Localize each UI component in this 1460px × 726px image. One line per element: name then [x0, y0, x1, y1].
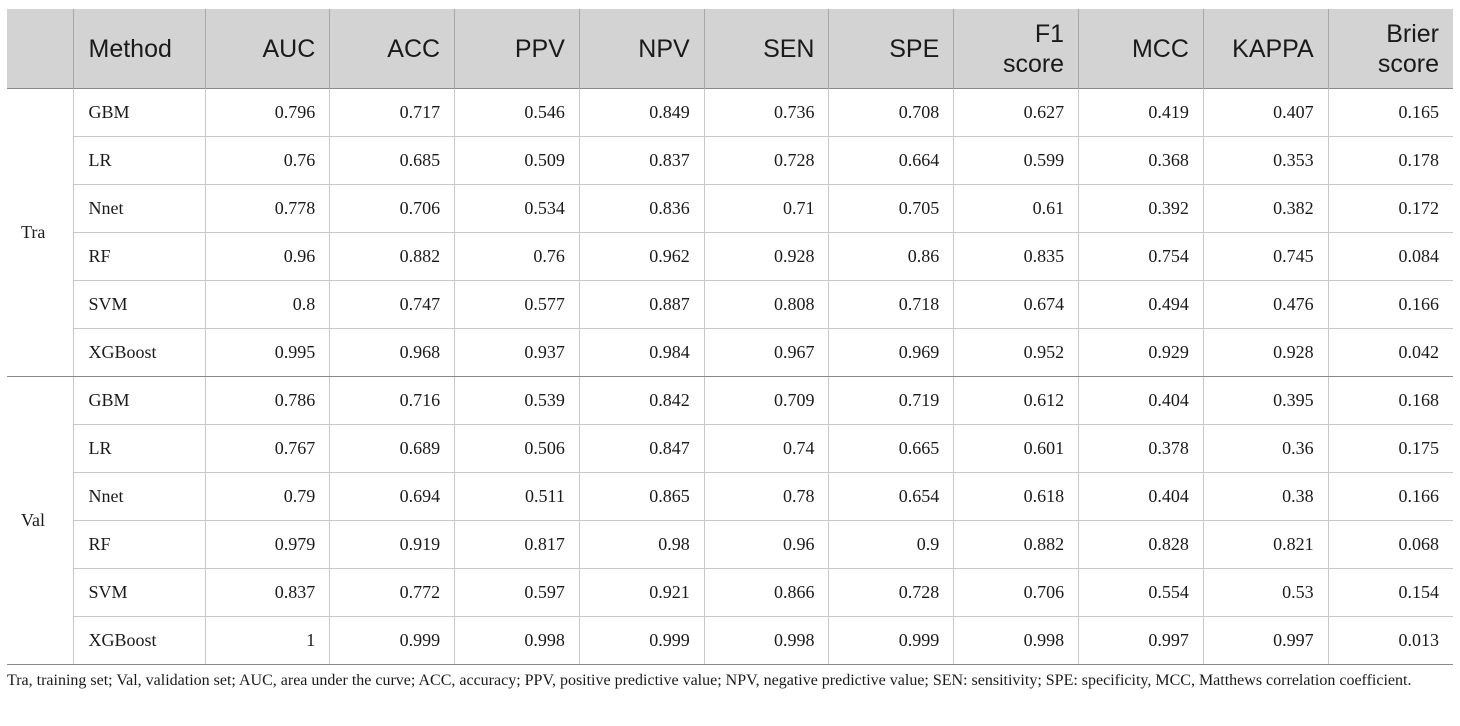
value-cell: 0.612	[954, 377, 1079, 425]
value-cell: 0.9	[829, 521, 954, 569]
value-cell: 0.718	[829, 281, 954, 329]
value-cell: 0.76	[205, 137, 330, 185]
value-cell: 0.837	[205, 569, 330, 617]
value-cell: 0.984	[579, 329, 704, 377]
value-cell: 0.919	[330, 521, 455, 569]
method-cell: SVM	[73, 281, 205, 329]
value-cell: 0.539	[455, 377, 580, 425]
value-cell: 0.664	[829, 137, 954, 185]
value-cell: 0.546	[455, 89, 580, 137]
value-cell: 0.534	[455, 185, 580, 233]
value-cell: 0.166	[1328, 281, 1453, 329]
value-cell: 0.979	[205, 521, 330, 569]
value-cell: 0.998	[455, 617, 580, 665]
value-cell: 0.997	[1079, 617, 1204, 665]
table-row	[7, 89, 1453, 137]
value-cell: 0.849	[579, 89, 704, 137]
value-cell: 0.494	[1079, 281, 1204, 329]
value-cell: 0.754	[1079, 233, 1204, 281]
value-cell: 0.368	[1079, 137, 1204, 185]
value-cell: 0.689	[330, 425, 455, 473]
value-cell: 0.728	[704, 137, 829, 185]
value-cell: 0.674	[954, 281, 1079, 329]
value-cell: 0.706	[954, 569, 1079, 617]
table-row	[7, 233, 1453, 281]
value-cell: 0.407	[1203, 89, 1328, 137]
value-cell: 0.998	[954, 617, 1079, 665]
value-cell: 0.168	[1328, 377, 1453, 425]
value-cell: 0.995	[205, 329, 330, 377]
value-cell: 0.86	[829, 233, 954, 281]
header-cell: SPE	[829, 9, 954, 89]
header-cell: Method	[73, 9, 205, 89]
value-cell: 0.937	[455, 329, 580, 377]
value-cell: 0.706	[330, 185, 455, 233]
value-cell: 0.821	[1203, 521, 1328, 569]
value-cell: 0.96	[704, 521, 829, 569]
header-cell: MCC	[1079, 9, 1204, 89]
value-cell: 0.837	[579, 137, 704, 185]
method-cell: LR	[73, 425, 205, 473]
header-cell: PPV	[455, 9, 580, 89]
value-cell: 0.506	[455, 425, 580, 473]
method-cell: GBM	[73, 377, 205, 425]
value-cell: 0.404	[1079, 377, 1204, 425]
header-cell: SEN	[704, 9, 829, 89]
value-cell: 0.78	[704, 473, 829, 521]
group-label: Tra	[7, 89, 73, 377]
value-cell: 0.419	[1079, 89, 1204, 137]
table-footnote: Tra, training set; Val, validation set; AUC, area under the curve; ACC, accuracy; PPV, positive predictive value; NPV, negative predictive value; SEN: sensitivity; SPE: specificity, MCC, Matthews correlation coefficient.	[7, 672, 1412, 689]
value-cell: 0.618	[954, 473, 1079, 521]
value-cell: 0.8	[205, 281, 330, 329]
value-cell: 0.013	[1328, 617, 1453, 665]
value-cell: 0.865	[579, 473, 704, 521]
value-cell: 0.747	[330, 281, 455, 329]
value-cell: 0.842	[579, 377, 704, 425]
value-cell: 0.154	[1328, 569, 1453, 617]
table-row	[7, 329, 1453, 377]
value-cell: 0.685	[330, 137, 455, 185]
value-cell: 0.665	[829, 425, 954, 473]
value-cell: 0.627	[954, 89, 1079, 137]
header-cell: ACC	[330, 9, 455, 89]
value-cell: 1	[205, 617, 330, 665]
value-cell: 0.998	[704, 617, 829, 665]
value-cell: 0.962	[579, 233, 704, 281]
value-cell: 0.928	[1203, 329, 1328, 377]
value-cell: 0.808	[704, 281, 829, 329]
method-cell: SVM	[73, 569, 205, 617]
table-row	[7, 137, 1453, 185]
value-cell: 0.967	[704, 329, 829, 377]
value-cell: 0.778	[205, 185, 330, 233]
value-cell: 0.999	[330, 617, 455, 665]
value-cell: 0.817	[455, 521, 580, 569]
header-cell: Brier score	[1328, 9, 1453, 89]
method-cell: RF	[73, 233, 205, 281]
value-cell: 0.999	[829, 617, 954, 665]
value-cell: 0.042	[1328, 329, 1453, 377]
value-cell: 0.728	[829, 569, 954, 617]
value-cell: 0.836	[579, 185, 704, 233]
value-cell: 0.96	[205, 233, 330, 281]
value-cell: 0.952	[954, 329, 1079, 377]
table-row	[7, 569, 1453, 617]
method-cell: LR	[73, 137, 205, 185]
value-cell: 0.772	[330, 569, 455, 617]
table-row	[7, 425, 1453, 473]
value-cell: 0.38	[1203, 473, 1328, 521]
value-cell: 0.378	[1079, 425, 1204, 473]
method-cell: RF	[73, 521, 205, 569]
value-cell: 0.509	[455, 137, 580, 185]
value-cell: 0.882	[330, 233, 455, 281]
header-cell-group	[7, 9, 73, 89]
table-container	[7, 9, 1453, 693]
value-cell: 0.577	[455, 281, 580, 329]
table-header	[7, 9, 1453, 89]
value-cell: 0.929	[1079, 329, 1204, 377]
value-cell: 0.71	[704, 185, 829, 233]
value-cell: 0.382	[1203, 185, 1328, 233]
value-cell: 0.166	[1328, 473, 1453, 521]
value-cell: 0.767	[205, 425, 330, 473]
table-row	[7, 281, 1453, 329]
header-cell: KAPPA	[1203, 9, 1328, 89]
value-cell: 0.74	[704, 425, 829, 473]
value-cell: 0.719	[829, 377, 954, 425]
value-cell: 0.709	[704, 377, 829, 425]
header-cell: NPV	[579, 9, 704, 89]
value-cell: 0.79	[205, 473, 330, 521]
value-cell: 0.98	[579, 521, 704, 569]
value-cell: 0.835	[954, 233, 1079, 281]
table-row	[7, 377, 1453, 425]
method-cell: Nnet	[73, 473, 205, 521]
value-cell: 0.353	[1203, 137, 1328, 185]
table-row	[7, 473, 1453, 521]
value-cell: 0.476	[1203, 281, 1328, 329]
value-cell: 0.597	[455, 569, 580, 617]
value-cell: 0.76	[455, 233, 580, 281]
value-cell: 0.736	[704, 89, 829, 137]
value-cell: 0.745	[1203, 233, 1328, 281]
value-cell: 0.165	[1328, 89, 1453, 137]
value-cell: 0.828	[1079, 521, 1204, 569]
group-label: Val	[7, 377, 73, 665]
value-cell: 0.786	[205, 377, 330, 425]
value-cell: 0.599	[954, 137, 1079, 185]
value-cell: 0.705	[829, 185, 954, 233]
value-cell: 0.997	[1203, 617, 1328, 665]
value-cell: 0.554	[1079, 569, 1204, 617]
table-body	[7, 89, 1453, 665]
table-row	[7, 185, 1453, 233]
method-cell: Nnet	[73, 185, 205, 233]
value-cell: 0.717	[330, 89, 455, 137]
value-cell: 0.847	[579, 425, 704, 473]
header-cell: AUC	[205, 9, 330, 89]
value-cell: 0.601	[954, 425, 1079, 473]
value-cell: 0.36	[1203, 425, 1328, 473]
value-cell: 0.882	[954, 521, 1079, 569]
metrics-table	[7, 9, 1453, 665]
value-cell: 0.178	[1328, 137, 1453, 185]
value-cell: 0.068	[1328, 521, 1453, 569]
value-cell: 0.887	[579, 281, 704, 329]
method-cell: XGBoost	[73, 617, 205, 665]
value-cell: 0.928	[704, 233, 829, 281]
value-cell: 0.716	[330, 377, 455, 425]
value-cell: 0.511	[455, 473, 580, 521]
value-cell: 0.404	[1079, 473, 1204, 521]
value-cell: 0.969	[829, 329, 954, 377]
value-cell: 0.708	[829, 89, 954, 137]
value-cell: 0.172	[1328, 185, 1453, 233]
value-cell: 0.921	[579, 569, 704, 617]
table-row	[7, 521, 1453, 569]
value-cell: 0.968	[330, 329, 455, 377]
value-cell: 0.654	[829, 473, 954, 521]
value-cell: 0.175	[1328, 425, 1453, 473]
value-cell: 0.084	[1328, 233, 1453, 281]
method-cell: GBM	[73, 89, 205, 137]
header-row	[7, 9, 1453, 89]
header-cell: F1 score	[954, 9, 1079, 89]
value-cell: 0.392	[1079, 185, 1204, 233]
table-row	[7, 617, 1453, 665]
value-cell: 0.999	[579, 617, 704, 665]
value-cell: 0.694	[330, 473, 455, 521]
value-cell: 0.796	[205, 89, 330, 137]
method-cell: XGBoost	[73, 329, 205, 377]
value-cell: 0.866	[704, 569, 829, 617]
value-cell: 0.53	[1203, 569, 1328, 617]
value-cell: 0.395	[1203, 377, 1328, 425]
value-cell: 0.61	[954, 185, 1079, 233]
